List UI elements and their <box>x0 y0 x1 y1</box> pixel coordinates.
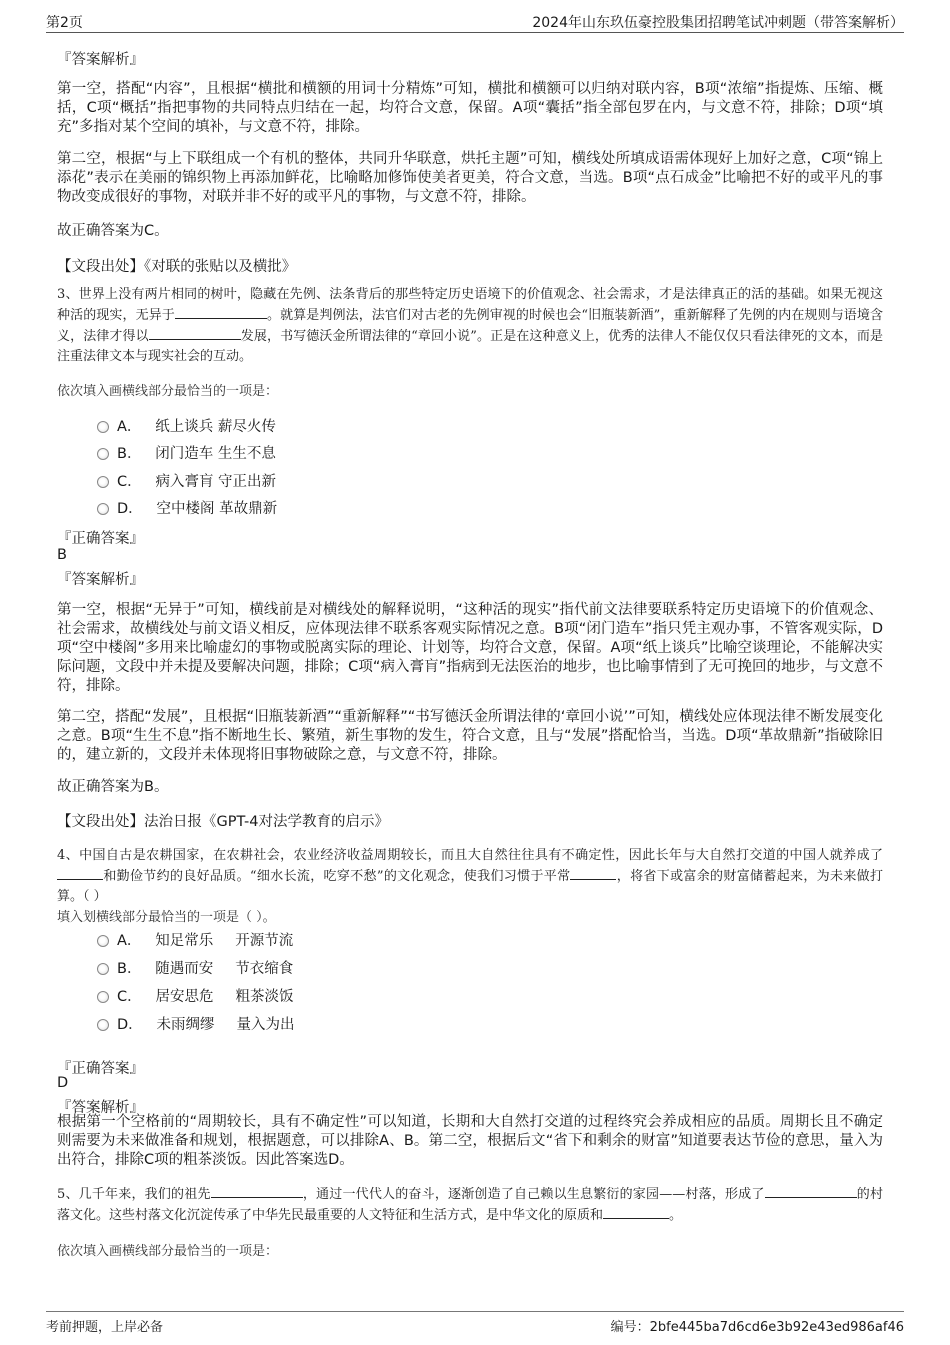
question-4-prompt: 填入划横线部分最恰当的一项是（ ）。 <box>57 910 276 925</box>
page-number: 第2页 <box>46 15 83 31</box>
blank-2 <box>149 326 241 340</box>
radio-icon[interactable] <box>97 991 109 1003</box>
q3-analysis-p2: 第二空，搭配“发展”，且根据“旧瓶装新酒”“重新解释”“书写德沃金所谓法律的‘章回小说’”可知，横线处应体现法律不断发展变化之意。B项“生生不息”指不断地生长、繁殖，新生事物的发生，符合文意，且与“发展”搭配恰当，当选。D项“革故鼎新”指破除旧的，建立新的，文段并未体现将旧事物破除之意，与文意不符，排除。 <box>57 709 883 763</box>
question-4-stem: 4、中国自古是农耕国家，在农耕社会，农业经济收益周期较长，而且大自然往往具有不确定性，因此长年与大自然打交道的中国人就养成了和勤俭节约的良好品质。“细水长流，吃穿不愁”的文化观念，使我们习惯于平常 ，将省下或富余的财富储蓄起来，为未来做打算。（ ） <box>57 848 883 904</box>
q2-source: 【文段出处】《对联的张贴以及横批》 <box>57 259 297 275</box>
question-5-prompt: 依次填入画横线部分最恰当的一项是： <box>57 1244 279 1259</box>
radio-icon[interactable] <box>97 1019 109 1031</box>
radio-icon[interactable] <box>97 503 109 515</box>
q3-correct-label: 『正确答案』 <box>57 531 144 547</box>
blank-2 <box>570 866 616 880</box>
q3-source: 【文段出处】法治日报《GPT-4对法学教育的启示》 <box>57 814 389 830</box>
blank-1 <box>57 866 103 880</box>
blank-1 <box>175 305 267 319</box>
radio-icon[interactable] <box>97 935 109 947</box>
question-5-stem: 5、几千年来，我们的祖先 ，通过一代代人的奋斗，逐渐创造了自己赖以生息繁衍的家园——村落，形成了 的村落文化。这些村落文化沉淀传承了中华先民最重要的人文特征和生活方式，是中华文化的原质和 。 <box>57 1184 883 1226</box>
q2-conclusion: 故正确答案为C。 <box>57 223 169 239</box>
q2-analysis-label: 『答案解析』 <box>57 52 144 68</box>
question-3-prompt: 依次填入画横线部分最恰当的一项是： <box>57 384 279 399</box>
q4-analysis: 根据第一个空格前的“周期较长，具有不确定性”可以知道，长期和大自然打交道的过程终究会养成相应的品质。周期长且不确定则需要为未来做准备和规划，根据题意，可以排除A、B。第二空，根据后文“省下和剩余的财富”知道要表达节俭的意思，量入为出符合，排除C项的粗茶淡饭。因此答案选D。 <box>57 1114 883 1168</box>
page-footer <box>46 1311 904 1337</box>
blank-1 <box>211 1184 303 1198</box>
q3-analysis-label: 『答案解析』 <box>57 572 144 588</box>
q3-conclusion: 故正确答案为B。 <box>57 779 169 795</box>
q2-analysis-p1: 第一空，搭配“内容”，且根据“横批和横额的用词十分精炼”可知，横批和横额可以归纳对联内容，B项“浓缩”指提炼、压缩、概括，C项“概括”指把事物的共同特点归结在一起，均符合文意，保留。A项“囊括”指全部包罗在内，与文意不符，排除；D项“填充”多指对某个空间的填补，与文意不符，排除。 <box>57 81 883 135</box>
question-3-stem: 3、世界上没有两片相同的树叶，隐藏在先例、法条背后的那些特定历史语境下的价值观念、社会需求，才是法律真正的活的基础。如果无视这种活的现实，无异于 。就算是判例法，法官们对古老的先例审视的时候也会“旧瓶装新酒”，重新解释了先例的内在规则与语境含义，法律才得以 发展，书写德沃金所谓法律的“章回小说”。正是在这种意义上，优秀的法律人不能仅仅只看法律死的文本，而是注重法律文本与现实社会的互动。 <box>57 287 883 364</box>
blank-2 <box>765 1184 857 1198</box>
q4-correct-answer: D <box>57 1075 69 1091</box>
footer-slogan: 考前押题，上岸必备 <box>46 1320 164 1335</box>
q2-analysis-p2: 第二空，根据“与上下联组成一个有机的整体，共同升华联意，烘托主题”可知，横线处所填成语需体现好上加好之意，C项“锦上添花”表示在美丽的锦织物上再添加鲜花，比喻略加修饰使美者更美，符合文意，当选。B项“点石成金”比喻把不好的或平凡的事物改变成很好的事物，对联并非不好的或平凡的事物，与文意不符，排除。 <box>57 151 883 205</box>
radio-icon[interactable] <box>97 448 109 460</box>
document-title: 2024年山东玖伍豪控股集团招聘笔试冲刺题（带答案解析） <box>532 15 904 31</box>
document-id: 编号：2bfe445ba7d6cd6e3b92e43ed986af46 <box>610 1320 904 1335</box>
radio-icon[interactable] <box>97 476 109 488</box>
radio-icon[interactable] <box>97 421 109 433</box>
blank-3 <box>603 1205 669 1219</box>
radio-icon[interactable] <box>97 963 109 975</box>
q3-analysis-p1: 第一空，根据“无异于”可知，横线前是对横线处的解释说明，“这种活的现实”指代前文法律要联系特定历史语境下的价值观念、社会需求，故横线处与前文语义相反，应体现法律不联系客观实际情况之意。B项“闭门造车”指只凭主观办事，不管客观实际，D项“空中楼阁”多用来比喻虚幻的事物或脱离实际的理论、计划等，均符合文意，保留。A项“纸上谈兵”比喻空谈理论，不能解决实际问题，文段中并未提及要解决问题，排除；C项“病入膏肓”指病到无法医治的地步，也比喻事情到了无可挽回的地步，与文意不符，排除。 <box>57 602 883 694</box>
q4-analysis-label: 『答案解析』 <box>57 1100 144 1116</box>
q4-correct-label: 『正确答案』 <box>57 1061 144 1077</box>
q3-correct-answer: B <box>57 547 67 563</box>
page-header <box>46 12 904 33</box>
